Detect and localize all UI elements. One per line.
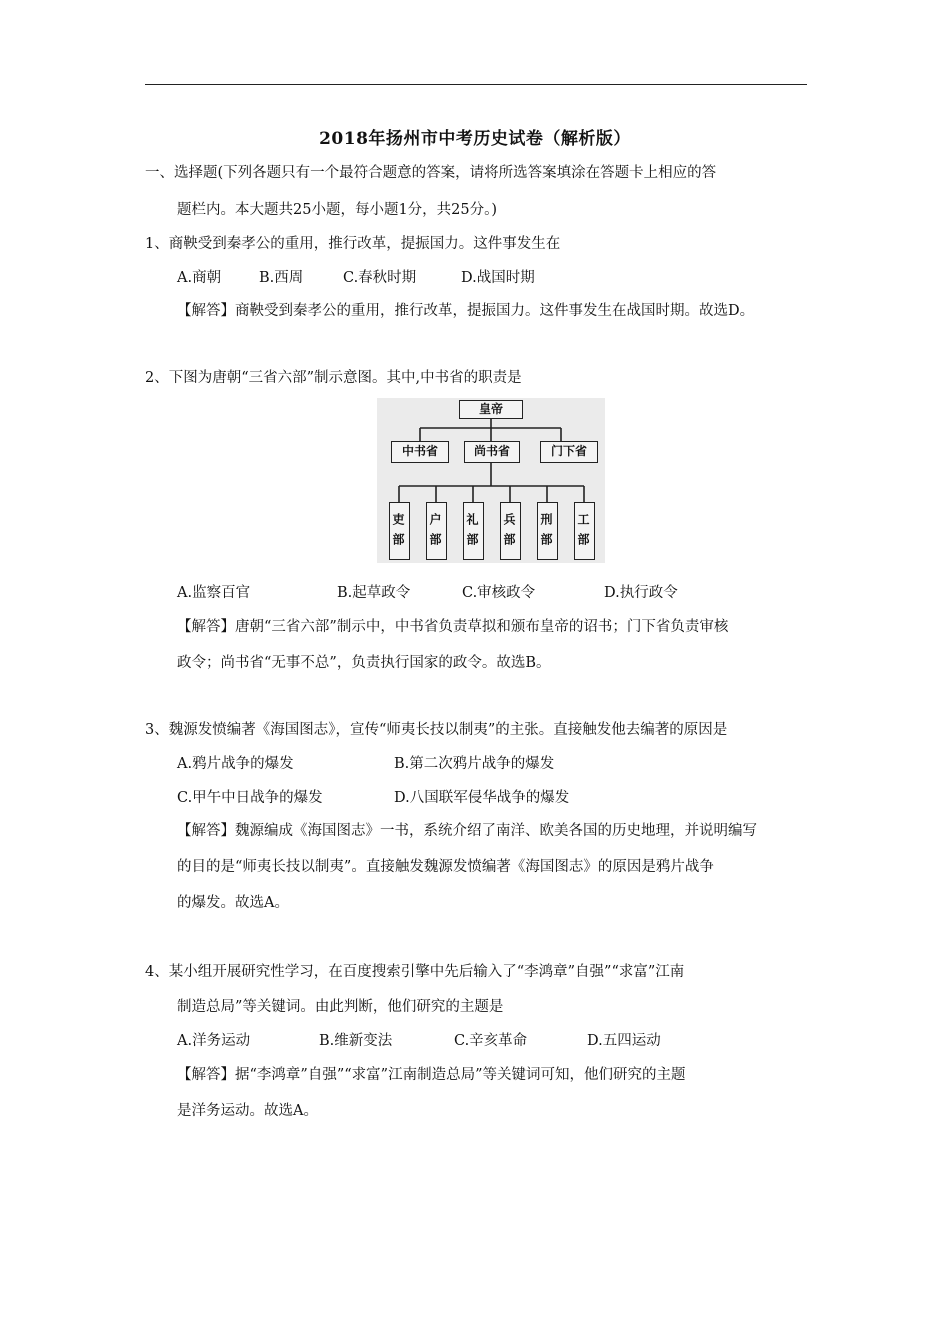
diagram-box-hubu: 户部 bbox=[426, 502, 447, 560]
q4-answer-line1: 【解答】据“李鸿章”自强”“求富”江南制造总局”等关键词可知，他们研究的主题 bbox=[177, 1067, 686, 1083]
q3-answer-line2: 的目的是“师夷长技以制夷”。直接触发魏源发愤编著《海国图志》的原因是鸦片战争 bbox=[177, 859, 714, 875]
q3-answer-line3: 的爆发。故选A。 bbox=[177, 895, 289, 911]
q1-option-b: B.西周 bbox=[259, 270, 304, 286]
q2-options bbox=[177, 583, 678, 603]
q4-options bbox=[177, 1031, 661, 1051]
q4-option-a: A.洋务运动 bbox=[177, 1033, 251, 1049]
q1-option-c: C.春秋时期 bbox=[343, 270, 417, 286]
q3-answer-line1: 【解答】魏源编成《海国图志》一书，系统介绍了南洋、欧美各国的历史地理，并说明编写 bbox=[177, 823, 757, 839]
diagram-box-bingbu: 兵部 bbox=[500, 502, 521, 560]
q1-options bbox=[177, 268, 535, 288]
section-instruction-line2: 题栏内。本大题共25小题，每小题1分，共25分。) bbox=[177, 202, 498, 218]
q1-answer: 【解答】商鞅受到秦孝公的重用，推行改革，提振国力。这件事发生在战国时期。故选D。 bbox=[177, 303, 755, 319]
three-departments-six-ministries-diagram bbox=[377, 398, 605, 563]
q3-stem: 3、魏源发愤编著《海国图志》，宣传“师夷长技以制夷”的主张。直接触发他去编著的原因是 bbox=[145, 722, 728, 738]
q3-options-row2 bbox=[177, 788, 569, 808]
q3-option-a: A.鸦片战争的爆发 bbox=[177, 756, 294, 772]
diagram-box-menxia: 门下省 bbox=[540, 441, 598, 463]
diagram-box-libu-rites: 礼部 bbox=[463, 502, 484, 560]
diagram-box-zhongshu: 中书省 bbox=[391, 441, 449, 463]
q3-options-row1 bbox=[177, 754, 554, 774]
q1-stem: 1、商鞅受到秦孝公的重用，推行改革，提振国力。这件事发生在 bbox=[145, 236, 561, 252]
q2-answer-line2: 政令；尚书省“无事不总”，负责执行国家的政令。故选B。 bbox=[177, 655, 551, 671]
q3-option-b: B.第二次鸦片战争的爆发 bbox=[394, 756, 555, 772]
q4-answer-line2: 是洋务运动。故选A。 bbox=[177, 1103, 318, 1119]
q4-stem-line2: 制造总局”等关键词。由此判断，他们研究的主题是 bbox=[177, 999, 504, 1015]
diagram-box-libu-personnel: 吏部 bbox=[389, 502, 410, 560]
q2-option-b: B.起草政令 bbox=[337, 585, 411, 601]
q2-answer-line1: 【解答】唐朝“三省六部”制示中，中书省负责草拟和颁布皇帝的诏书；门下省负责审核 bbox=[177, 619, 729, 635]
q4-option-b: B.维新变法 bbox=[319, 1033, 393, 1049]
diagram-box-gongbu: 工部 bbox=[574, 502, 595, 560]
diagram-connectors bbox=[377, 398, 605, 563]
q3-option-d: D.八国联军侵华战争的爆发 bbox=[394, 790, 570, 806]
header-rule bbox=[145, 84, 807, 85]
q4-option-c: C.辛亥革命 bbox=[454, 1033, 528, 1049]
q2-option-c: C.审核政令 bbox=[462, 585, 536, 601]
section-instruction-line1: 一、选择题(下列各题只有一个最符合题意的答案，请将所选答案填涂在答题卡上相应的答 bbox=[145, 165, 717, 181]
q4-option-d: D.五四运动 bbox=[587, 1033, 661, 1049]
q2-option-d: D.执行政令 bbox=[604, 585, 678, 601]
diagram-box-emperor: 皇帝 bbox=[459, 400, 523, 419]
q2-option-a: A.监察百官 bbox=[177, 585, 251, 601]
q2-stem: 2、下图为唐朝“三省六部”制示意图。其中,中书省的职责是 bbox=[145, 370, 522, 386]
document-title: 2018年扬州市中考历史试卷（解析版） bbox=[319, 129, 631, 149]
q1-option-a: A.商朝 bbox=[177, 270, 222, 286]
diagram-box-xingbu: 刑部 bbox=[537, 502, 558, 560]
q4-stem-line1: 4、某小组开展研究性学习，在百度搜索引擎中先后输入了“李鸿章”自强”“求富”江南 bbox=[145, 964, 685, 980]
q3-option-c: C.甲午中日战争的爆发 bbox=[177, 790, 323, 806]
diagram-box-shangshu: 尚书省 bbox=[464, 441, 520, 463]
q1-option-d: D.战国时期 bbox=[461, 270, 535, 286]
